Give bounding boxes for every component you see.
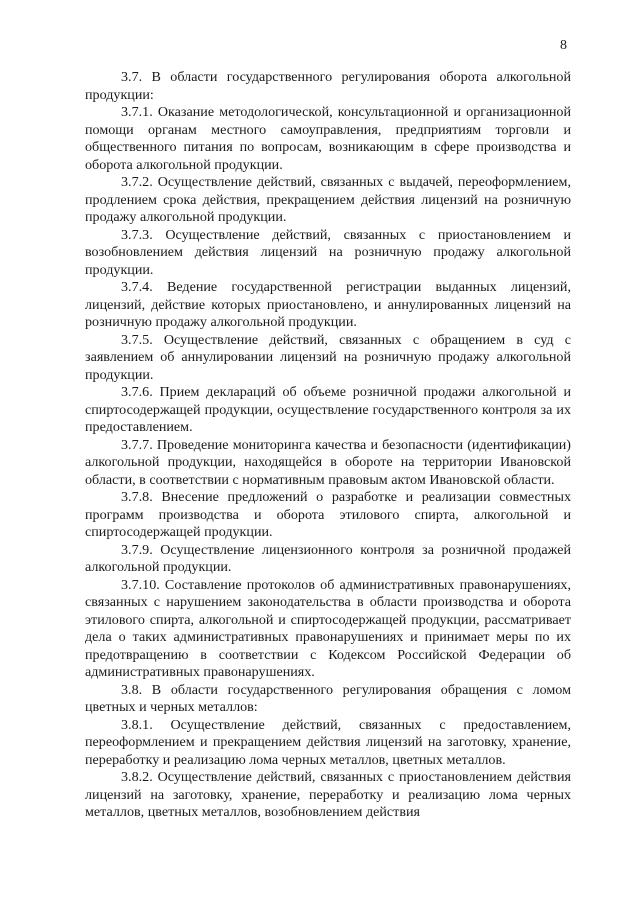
paragraph-3-7-4: 3.7.4. Ведение государственной регистрации выданных лицензий, лицензий, действие которых приостановлено, и аннулированных лицензий на розничную продажу алкогольной продукции.: [85, 279, 571, 330]
paragraph-3-7: 3.7. В области государственного регулирования оборота алкогольной продукции:: [85, 69, 571, 103]
paragraph-3-7-6: 3.7.6. Прием деклараций об объеме розничной продажи алкогольной и спиртосодержащей продукции, осуществление государственного контроля за их предоставлением.: [85, 384, 571, 435]
paragraph-3-7-9: 3.7.9. Осуществление лицензионного контроля за розничной продажей алкогольной продукции.: [85, 541, 571, 575]
paragraph-3-7-5: 3.7.5. Осуществление действий, связанных с обращением в суд с заявлением об аннулировании лицензий на розничную продажу алкогольной продукции.: [85, 331, 571, 383]
paragraph-3-7-10: 3.7.10. Составление протоколов об административных правонарушениях, связанных с нарушением законодательства в области производства и оборота этилового спирта, алкогольной и спиртосодержащей продукции, рассматривает дела о таких административных правонарушениях и принимает меры по их предотвращению в соответствии с Кодексом Российской Федерации об административных правонарушениях.: [85, 576, 571, 680]
paragraph-3-7-1: 3.7.1. Оказание методологической, консультационной и организационной помощи органам местного самоуправления, предприятиям торговли и общественного питания по вопросам, возникающим в сфере производства и оборота алкогольной продукции.: [85, 104, 571, 173]
page-number: 8: [560, 38, 567, 53]
paragraph-3-8-2: 3.8.2. Осуществление действий, связанных с приостановлением действия лицензий на заготовку, хранение, переработку и реализацию лома черных металлов, цветных металлов, возобновлением действия: [85, 769, 571, 820]
paragraph-3-7-7: 3.7.7. Проведение мониторинга качества и безопасности (идентификации) алкогольной продукции, находящейся в обороте на территории Ивановской области, в соответствии с нормативным правовым актом Ивановской области.: [85, 436, 571, 488]
document-body: [85, 69, 571, 822]
paragraph-3-8-1: 3.8.1. Осуществление действий, связанных с предоставлением, переоформлением и прекращением действия лицензий на заготовку, хранение, переработку и реализацию лома черных металлов, цветных металлов.: [85, 716, 571, 768]
paragraph-3-7-8: 3.7.8. Внесение предложений о разработке и реализации совместных программ производства и оборота этилового спирта, алкогольной и спиртосодержащей продукции.: [85, 489, 571, 540]
paragraph-3-7-2: 3.7.2. Осуществление действий, связанных с выдачей, переоформлением, продлением срока действия, прекращением действия лицензий на розничную продажу алкогольной продукции.: [85, 174, 571, 225]
paragraph-3-8: 3.8. В области государственного регулирования обращения с ломом цветных и черных металлов:: [85, 681, 571, 715]
paragraph-3-7-3: 3.7.3. Осуществление действий, связанных с приостановлением и возобновлением действия лицензий на розничную продажу алкогольной продукции.: [85, 226, 571, 278]
